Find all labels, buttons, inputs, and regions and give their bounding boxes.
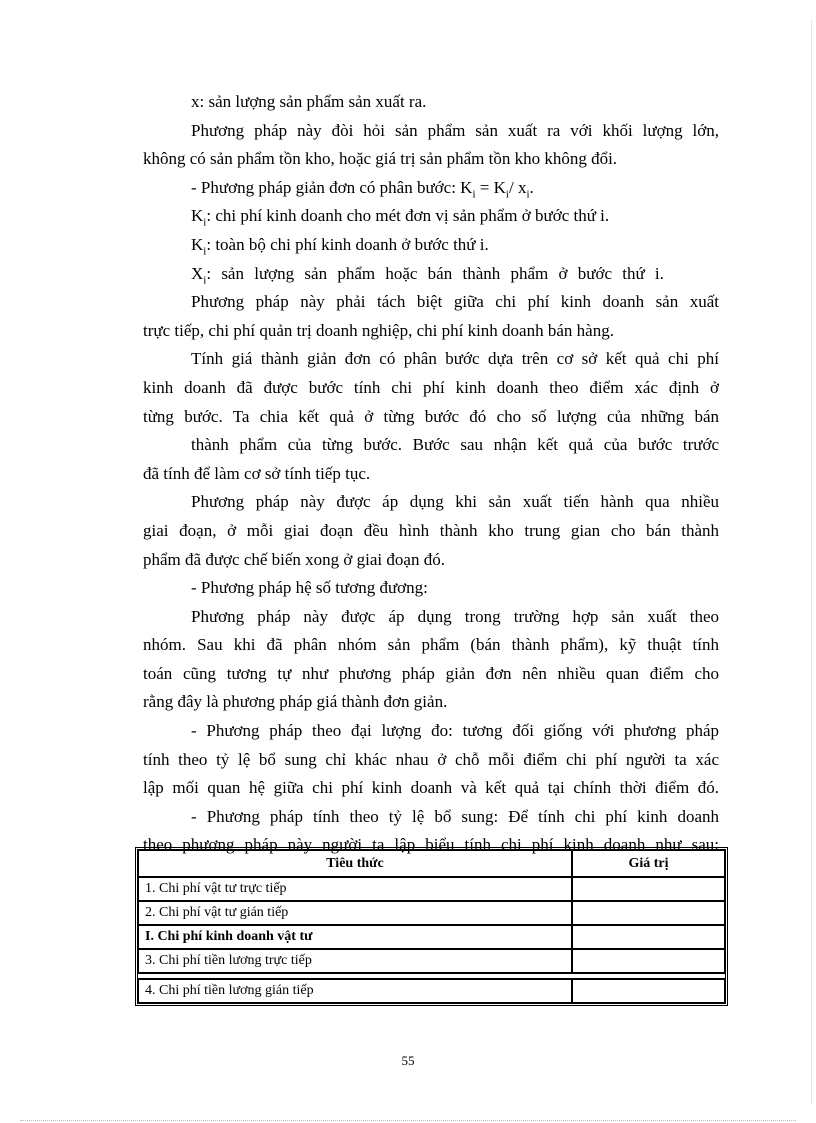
row-value <box>572 901 725 925</box>
symbol: K <box>191 234 204 254</box>
row-label: 3. Chi phí tiền lương trực tiếp <box>138 949 572 973</box>
cost-table <box>135 847 728 1006</box>
subscript: i <box>203 245 207 258</box>
subscript: i <box>203 216 207 229</box>
paragraph-line: phẩm đã được chế biến xong ở giai đoạn đó. <box>143 549 445 569</box>
paragraph-line: trực tiếp, chi phí quản trị doanh nghiệp, chi phí kinh doanh bán hàng. <box>143 320 614 340</box>
section-heading: - Phương pháp hệ số tương đương: <box>191 578 428 598</box>
symbol: X <box>191 263 204 283</box>
definition-line <box>143 260 719 289</box>
row-value <box>572 979 725 1003</box>
paragraph-line: - Phương pháp tính theo tỷ lệ bổ sung: Để tính chi phí kinh doanh <box>191 806 719 826</box>
formula-line <box>143 174 719 203</box>
paragraph-line: giai đoạn, ở mỗi giai đoạn đều hình thành kho trung gian cho bán thành <box>143 520 719 540</box>
paragraph-line: Phương pháp này được áp dụng trong trường hợp sản xuất theo <box>191 606 719 626</box>
table-row <box>138 925 725 949</box>
table-row <box>138 901 725 925</box>
paragraph-line: rằng đây là phương pháp giá thành đơn giản. <box>143 692 448 712</box>
formula-text: . <box>529 177 534 197</box>
paragraph-line: x: sản lượng sản phẩm sản xuất ra. <box>191 92 427 111</box>
paragraph-line: Phương pháp này đòi hỏi sản phẩm sản xuất ra với khối lượng lớn, <box>191 120 719 140</box>
formula-text: - Phương pháp giản đơn có phân bước: K <box>191 177 473 197</box>
definition-text: : toàn bộ chi phí kinh doanh ở bước thứ i. <box>206 234 489 254</box>
column-header: Tiêu thức <box>138 850 572 877</box>
paragraph-line: - Phương pháp theo đại lượng đo: tương đối giống với phương pháp <box>191 721 719 741</box>
paragraph-line: nhóm. Sau khi đã phân nhóm sản phẩm (bán thành phẩm), kỹ thuật tính <box>143 635 719 655</box>
row-value <box>572 925 725 949</box>
row-value <box>572 949 725 973</box>
page-edge-divider <box>811 20 812 1103</box>
subscript: i <box>505 188 509 201</box>
row-label: 1. Chi phí vật tư trực tiếp <box>138 877 572 901</box>
paragraph-line: Tính giá thành giản đơn có phân bước dựa trên cơ sở kết quả chi phí <box>191 349 719 369</box>
page-edge-divider <box>20 1120 796 1121</box>
paragraph-line: lập mối quan hệ giữa chi phí kinh doanh và kết quả tại chính thời điểm đó. <box>143 778 719 798</box>
formula-text: = K <box>475 177 506 197</box>
paragraph-line: kinh doanh đã được bước tính chi phí kinh doanh theo điểm xác định ở <box>143 377 719 397</box>
column-header: Giá trị <box>572 850 725 877</box>
definition-text: : sản lượng sản phẩm hoặc bán thành phẩm ở bước thứ i. <box>206 263 664 283</box>
row-label: I. Chi phí kinh doanh vật tư <box>138 925 572 949</box>
paragraph-line: theo phương pháp này người ta lập biểu tính chi phí kinh doanh như sau: <box>143 835 719 855</box>
paragraph-line: tính theo tỷ lệ bổ sung chỉ khác nhau ở chỗ mỗi điểm chi phí người ta xác <box>143 749 719 769</box>
table-header-row <box>138 850 725 877</box>
table-row <box>138 979 725 1003</box>
subscript: i <box>526 188 530 201</box>
row-label: 4. Chi phí tiền lương gián tiếp <box>138 979 572 1003</box>
paragraph-line: không có sản phẩm tồn kho, hoặc giá trị sản phẩm tồn kho không đổi. <box>143 149 618 169</box>
row-label: 2. Chi phí vật tư gián tiếp <box>138 901 572 925</box>
paragraph-line: thành phẩm của từng bước. Bước sau nhận kết quả của bước trước <box>191 435 719 455</box>
paragraph-line: toán cũng tương tự như phương pháp giản đơn nên nhiều quan điểm cho <box>143 663 719 683</box>
symbol: K <box>191 206 204 226</box>
subscript: i <box>203 273 207 286</box>
definition-line <box>143 231 719 260</box>
paragraph-line: từng bước. Ta chia kết quả ở từng bước đó cho số lượng của những bán <box>143 406 719 426</box>
row-value <box>572 877 725 901</box>
formula-text: / x <box>508 177 527 197</box>
definition-line <box>143 202 719 231</box>
page-number: 55 <box>401 1053 415 1068</box>
subscript: i <box>472 188 476 201</box>
paragraph-line: Phương pháp này được áp dụng khi sản xuất tiến hành qua nhiều <box>191 492 719 512</box>
definition-text: : chi phí kinh doanh cho mét đơn vị sản phẩm ở bước thứ i. <box>206 206 610 226</box>
table-row <box>138 877 725 901</box>
paragraph-line: Phương pháp này phải tách biệt giữa chi phí kinh doanh sản xuất <box>191 292 719 312</box>
paragraph-line: đã tính để làm cơ sở tính tiếp tục. <box>143 463 371 483</box>
table-row <box>138 949 725 973</box>
body-text <box>143 88 719 860</box>
